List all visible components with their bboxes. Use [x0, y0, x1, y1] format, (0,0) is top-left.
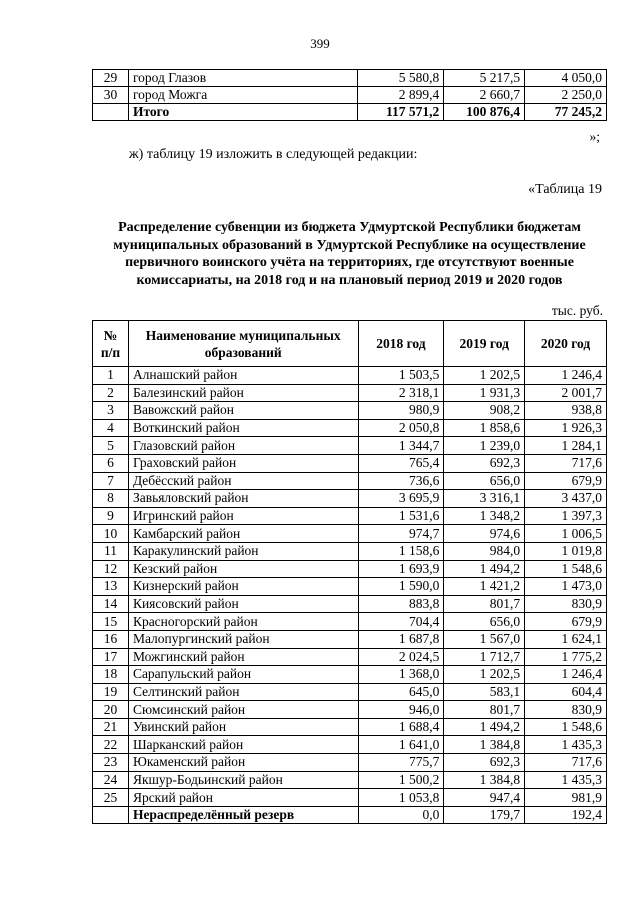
value-2019: 656,0 [444, 472, 525, 490]
municipality-name: Селтинский район [128, 683, 358, 701]
value-2020: 2 250,0 [525, 87, 607, 104]
value-2019: 692,3 [444, 754, 525, 772]
value-2019: 947,4 [444, 789, 525, 807]
value-2018: 974,7 [358, 525, 444, 543]
table-row [93, 525, 607, 543]
value-2019: 1 494,2 [444, 560, 525, 578]
subvention-table [92, 320, 607, 824]
table-row [93, 701, 607, 719]
table-row [93, 454, 607, 472]
table-row [93, 560, 607, 578]
value-2018: 5 580,8 [358, 70, 444, 87]
table-title: Распределение субвенции из бюджета Удмуртской Республики бюджетам муниципальных образований в Удмуртской Республике на осуществление первичного воинского учёта на территориях, где отсутствуют военные комиссариаты, на 2018 год и на плановый период 2019 и 2020 годов [113, 220, 586, 288]
value-2020: 830,9 [525, 701, 607, 719]
row-number: 1 [93, 367, 129, 385]
value-2019: 1 931,3 [444, 384, 525, 402]
value-2019: 1 202,5 [444, 666, 525, 684]
value-2020: 3 437,0 [525, 490, 607, 508]
table-row [93, 367, 607, 385]
row-number: 14 [93, 595, 129, 613]
value-2019: 984,0 [444, 542, 525, 560]
value-2018: 946,0 [358, 701, 444, 719]
row-number: 5 [93, 437, 129, 455]
header-row [93, 321, 607, 367]
table-row [93, 507, 607, 525]
municipality-name: Красногорский район [128, 613, 358, 631]
value-2018: 1 500,2 [358, 771, 444, 789]
value-2018: 1 687,8 [358, 630, 444, 648]
total-2019: 100 876,4 [444, 104, 525, 121]
municipality-name: Глазовский район [128, 437, 358, 455]
value-2020: 604,4 [525, 683, 607, 701]
municipality-name: Игринский район [128, 507, 358, 525]
value-2020: 981,9 [525, 789, 607, 807]
table-row [93, 754, 607, 772]
municipality-name: Якшур-Бодьинский район [128, 771, 358, 789]
table-row [93, 789, 607, 807]
value-2018: 645,0 [358, 683, 444, 701]
value-2019: 3 316,1 [444, 490, 525, 508]
value-2018: 1 503,5 [358, 367, 444, 385]
row-number: 23 [93, 754, 129, 772]
value-2018: 1 693,9 [358, 560, 444, 578]
table-row [93, 419, 607, 437]
previous-table-end [92, 69, 607, 121]
value-2020: 1 775,2 [525, 648, 607, 666]
value-2019: 2 660,7 [444, 87, 525, 104]
empty-cell [93, 104, 129, 121]
row-number: 9 [93, 507, 129, 525]
value-2020: 4 050,0 [525, 70, 607, 87]
row-number: 25 [93, 789, 129, 807]
value-2019: 1 348,2 [444, 507, 525, 525]
reserve-2020: 192,4 [525, 806, 607, 824]
municipality-name: Дебёсский район [128, 472, 358, 490]
municipality-name: Можгинский район [128, 648, 358, 666]
municipality-name: Киясовский район [128, 595, 358, 613]
table-row [93, 630, 607, 648]
value-2020: 1 397,3 [525, 507, 607, 525]
municipality-name: Увинский район [128, 718, 358, 736]
page-number: 399 [310, 36, 330, 51]
municipality-name: Сарапульский район [128, 666, 358, 684]
row-number: 2 [93, 384, 129, 402]
table-reference: «Таблица 19 [528, 182, 602, 197]
value-2019: 1 567,0 [444, 630, 525, 648]
value-2019: 801,7 [444, 701, 525, 719]
value-2019: 583,1 [444, 683, 525, 701]
value-2018: 704,4 [358, 613, 444, 631]
value-2020: 830,9 [525, 595, 607, 613]
value-2020: 717,6 [525, 754, 607, 772]
value-2018: 736,6 [358, 472, 444, 490]
row-number: 10 [93, 525, 129, 543]
value-2019: 1 712,7 [444, 648, 525, 666]
table-row [93, 437, 607, 455]
reserve-row [93, 806, 607, 824]
municipality-name: Сюмсинский район [128, 701, 358, 719]
row-number: 8 [93, 490, 129, 508]
value-2018: 2 899,4 [358, 87, 444, 104]
table-row [93, 402, 607, 420]
table-row [93, 613, 607, 631]
value-2019: 1 384,8 [444, 736, 525, 754]
value-2019: 974,6 [444, 525, 525, 543]
row-number: 20 [93, 701, 129, 719]
municipality-name: Граховский район [128, 454, 358, 472]
municipality-name: Алнашский район [128, 367, 358, 385]
total-label: Итого [128, 104, 357, 121]
table-row [93, 542, 607, 560]
row-number: 11 [93, 542, 129, 560]
row-number: 21 [93, 718, 129, 736]
reserve-2019: 179,7 [444, 806, 525, 824]
header-2019: 2019 год [444, 321, 525, 367]
row-number: 4 [93, 419, 129, 437]
unit-label: тыс. руб. [551, 303, 603, 318]
municipality-name: город Глазов [128, 70, 357, 87]
table-row [93, 578, 607, 596]
row-number: 29 [93, 70, 129, 87]
table-row [93, 718, 607, 736]
value-2020: 2 001,7 [525, 384, 607, 402]
value-2019: 1 239,0 [444, 437, 525, 455]
table-row [93, 771, 607, 789]
table-row [93, 70, 607, 87]
municipality-name: Балезинский район [128, 384, 358, 402]
header-number: № п/п [93, 321, 129, 367]
row-number: 30 [93, 87, 129, 104]
value-2020: 938,8 [525, 402, 607, 420]
municipality-name: Каракулинский район [128, 542, 358, 560]
table-row [93, 87, 607, 104]
row-number: 6 [93, 454, 129, 472]
value-2020: 1 019,8 [525, 542, 607, 560]
total-row [93, 104, 607, 121]
value-2019: 692,3 [444, 454, 525, 472]
row-number: 3 [93, 402, 129, 420]
table-row [93, 736, 607, 754]
value-2018: 1 344,7 [358, 437, 444, 455]
value-2020: 1 926,3 [525, 419, 607, 437]
empty-cell [93, 806, 129, 824]
value-2018: 1 531,6 [358, 507, 444, 525]
value-2019: 1 858,6 [444, 419, 525, 437]
instruction-text: ж) таблицу 19 изложить в следующей редакции: [129, 147, 418, 162]
municipality-name: Юкаменский район [128, 754, 358, 772]
value-2020: 679,9 [525, 472, 607, 490]
municipality-name: Вавожский район [128, 402, 358, 420]
value-2018: 765,4 [358, 454, 444, 472]
value-2020: 1 246,4 [525, 367, 607, 385]
value-2020: 1 246,4 [525, 666, 607, 684]
value-2018: 1 641,0 [358, 736, 444, 754]
value-2020: 717,6 [525, 454, 607, 472]
value-2018: 1 158,6 [358, 542, 444, 560]
value-2018: 2 050,8 [358, 419, 444, 437]
total-2020: 77 245,2 [525, 104, 607, 121]
value-2020: 1 473,0 [525, 578, 607, 596]
value-2020: 679,9 [525, 613, 607, 631]
value-2018: 1 368,0 [358, 666, 444, 684]
municipality-name: Камбарский район [128, 525, 358, 543]
municipality-name: Малопургинский район [128, 630, 358, 648]
municipality-name: Кезский район [128, 560, 358, 578]
value-2019: 1 202,5 [444, 367, 525, 385]
closing-quote: »; [589, 129, 600, 144]
value-2019: 908,2 [444, 402, 525, 420]
header-name: Наименование муниципальных образований [128, 321, 358, 367]
value-2020: 1 006,5 [525, 525, 607, 543]
value-2019: 1 494,2 [444, 718, 525, 736]
header-2020: 2020 год [525, 321, 607, 367]
reserve-2018: 0,0 [358, 806, 444, 824]
value-2018: 1 053,8 [358, 789, 444, 807]
table-row [93, 490, 607, 508]
row-number: 19 [93, 683, 129, 701]
value-2018: 980,9 [358, 402, 444, 420]
row-number: 15 [93, 613, 129, 631]
municipality-name: Завьяловский район [128, 490, 358, 508]
municipality-name: город Можга [128, 87, 357, 104]
row-number: 17 [93, 648, 129, 666]
municipality-name: Кизнерский район [128, 578, 358, 596]
row-number: 16 [93, 630, 129, 648]
value-2020: 1 548,6 [525, 560, 607, 578]
value-2020: 1 624,1 [525, 630, 607, 648]
value-2020: 1 435,3 [525, 736, 607, 754]
table-row [93, 683, 607, 701]
municipality-name: Воткинский район [128, 419, 358, 437]
row-number: 12 [93, 560, 129, 578]
value-2019: 656,0 [444, 613, 525, 631]
total-2018: 117 571,2 [358, 104, 444, 121]
table-row [93, 472, 607, 490]
table-row [93, 595, 607, 613]
row-number: 7 [93, 472, 129, 490]
value-2019: 5 217,5 [444, 70, 525, 87]
table-row [93, 666, 607, 684]
value-2018: 2 024,5 [358, 648, 444, 666]
value-2019: 1 421,2 [444, 578, 525, 596]
municipality-name: Шарканский район [128, 736, 358, 754]
row-number: 18 [93, 666, 129, 684]
row-number: 24 [93, 771, 129, 789]
value-2020: 1 548,6 [525, 718, 607, 736]
row-number: 22 [93, 736, 129, 754]
table-row [93, 384, 607, 402]
value-2018: 1 688,4 [358, 718, 444, 736]
value-2019: 801,7 [444, 595, 525, 613]
value-2018: 2 318,1 [358, 384, 444, 402]
value-2018: 1 590,0 [358, 578, 444, 596]
value-2018: 883,8 [358, 595, 444, 613]
value-2018: 3 695,9 [358, 490, 444, 508]
table-row [93, 648, 607, 666]
header-2018: 2018 год [358, 321, 444, 367]
reserve-label: Нераспределённый резерв [128, 806, 358, 824]
value-2018: 775,7 [358, 754, 444, 772]
row-number: 13 [93, 578, 129, 596]
value-2019: 1 384,8 [444, 771, 525, 789]
municipality-name: Ярский район [128, 789, 358, 807]
value-2020: 1 284,1 [525, 437, 607, 455]
value-2020: 1 435,3 [525, 771, 607, 789]
